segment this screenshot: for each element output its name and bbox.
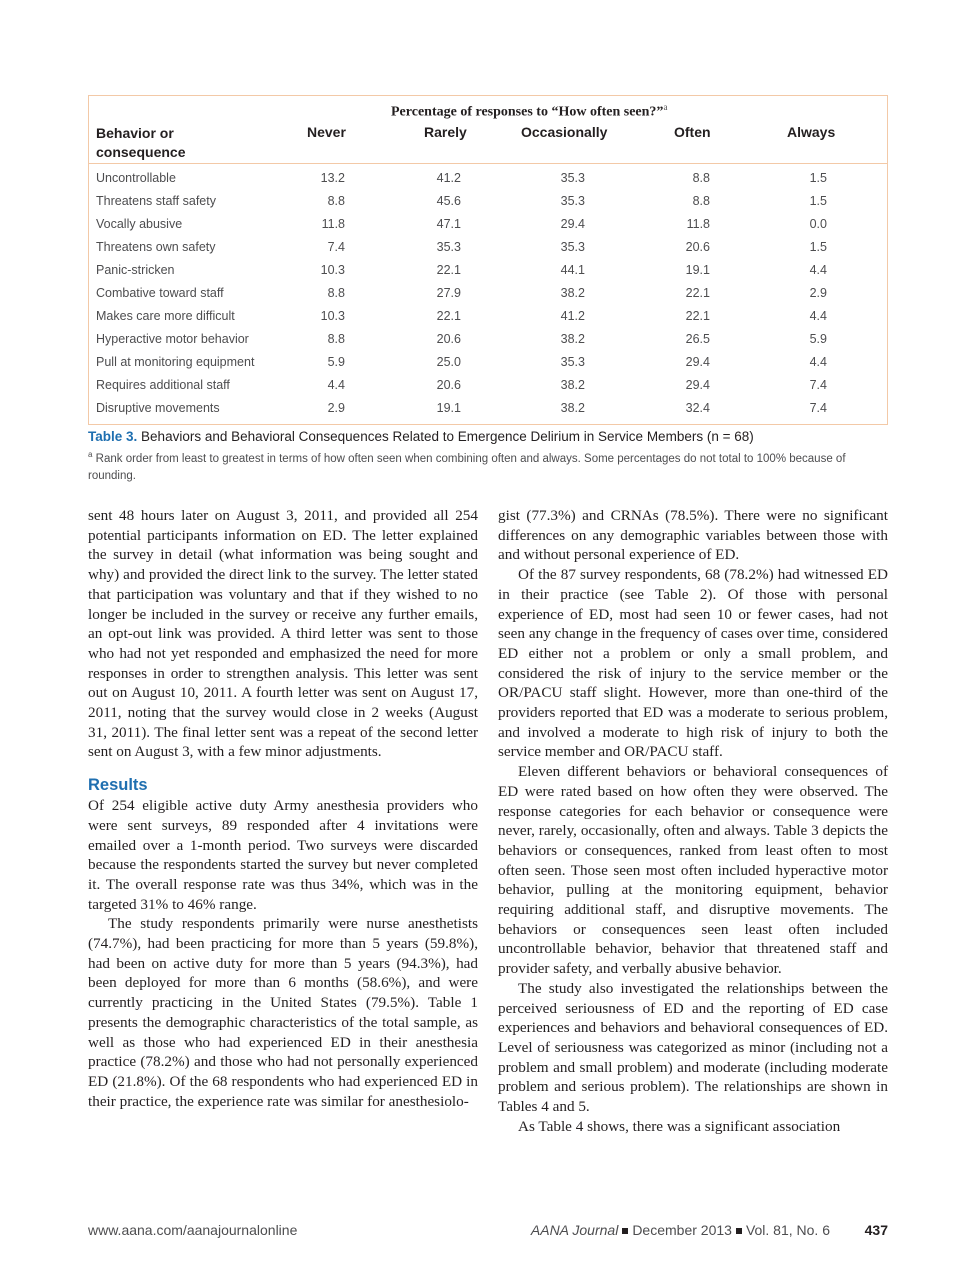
row-value: 8.8: [327, 332, 345, 346]
row-value: 22.1: [436, 309, 461, 323]
footer-journal-name: AANA Journal: [530, 1222, 619, 1238]
row-value: 10.3: [320, 309, 345, 323]
row-value: 35.3: [560, 240, 585, 254]
table-row: [89, 189, 887, 212]
row-value: 1.5: [809, 171, 827, 185]
row-label: Requires additional staff: [96, 378, 230, 392]
right-paragraph-5: As Table 4 shows, there was a significant association: [518, 1117, 841, 1135]
row-value: 47.1: [436, 217, 461, 231]
table-row: [89, 281, 887, 304]
col-header-rarely: Rarely: [424, 124, 467, 140]
row-value: 0.0: [809, 217, 827, 231]
table-caption-text: Behaviors and Behavioral Consequences Related to Emergence Delirium in Service Members (n = 68): [141, 429, 754, 444]
row-label: Vocally abusive: [96, 217, 183, 231]
row-value: 25.0: [436, 355, 461, 369]
row-value: 7.4: [327, 240, 345, 254]
row-value: 29.4: [685, 378, 710, 392]
separator-square-icon: [622, 1228, 628, 1234]
table-caption: [88, 429, 888, 444]
right-paragraph-2: Of the 87 survey respondents, 68 (78.2%) had witnessed ED in their practice (see Table 2). Of those with personal experience of ED, most had seen 10 or fewer cases, had not seen any change in the frequency of cases over time, considered ED either not a problem or only a small problem, and considered the risk of injury to the service member or the OR/PACU staff slight. However, more than one-third of the providers reported that ED was a moderate to serious problem, and involved a moderate to high risk of injury to both the service member and OR/PACU staff.: [498, 566, 888, 761]
left-paragraph-2: Of 254 eligible active duty Army anesthesia providers who were sent surveys, 89 responded after 4 invitations were emailed over a 1-month period. Two surveys were discarded because the respondents started the survey but never completed it. The overall response rate was thus 34%, which was in the targeted 31% to 46% range.: [88, 797, 478, 913]
row-label: Threatens staff safety: [96, 194, 216, 208]
right-paragraph-1: gist (77.3%) and CRNAs (78.5%). There were no significant differences on any demographic variables between those with and without personal experience of ED.: [498, 507, 888, 564]
footer-volume: Vol. 81, No. 6: [745, 1222, 830, 1238]
row-label: Disruptive movements: [96, 401, 220, 415]
row-label: Makes care more difficult: [96, 309, 235, 323]
row-value: 41.2: [436, 171, 461, 185]
row-value: 5.9: [327, 355, 345, 369]
row-value: 38.2: [560, 332, 585, 346]
row-value: 38.2: [560, 401, 585, 415]
left-column: [88, 506, 478, 1111]
row-value: 13.2: [320, 171, 345, 185]
row-value: 2.9: [809, 286, 827, 300]
row-value: 44.1: [560, 263, 585, 277]
table-row: [89, 166, 887, 189]
separator-square-icon: [736, 1228, 742, 1234]
row-value: 26.5: [685, 332, 710, 346]
row-value: 35.3: [560, 355, 585, 369]
table-row: [89, 304, 887, 327]
table-row: [89, 327, 887, 350]
row-value: 7.4: [809, 378, 827, 392]
row-value: 38.2: [560, 286, 585, 300]
row-value: 22.1: [685, 309, 710, 323]
row-value: 8.8: [692, 194, 710, 208]
group-header-sup: a: [663, 102, 668, 112]
row-value: 4.4: [327, 378, 345, 392]
table-row: [89, 258, 887, 281]
table-body: [89, 166, 887, 419]
row-value: 27.9: [436, 286, 461, 300]
results-heading: Results: [88, 776, 148, 795]
col-header-behavior: Behavior or consequence: [96, 125, 186, 160]
table-caption-label: Table 3.: [88, 429, 138, 444]
footer-url[interactable]: www.aana.com/aanajournalonline: [88, 1222, 298, 1238]
right-paragraph-3: Eleven different behaviors or behavioral consequences of ED were rated based on how often they were observed. The response categories for each behavior or consequence were never, rarely, occasionally, often and always. Table 3 depicts the behaviors or consequences, ranked from least often to most often seen. Those seen most often included hyperactive motor behavior, pulling at the monitoring equipment, behavior requiring additional staff, and disruptive movements. The behaviors or consequences seen least often included uncontrollable behavior, behavior that threatened staff and provider safety, and verbally abusive behavior.: [498, 763, 888, 978]
table-group-header: [89, 102, 887, 121]
table-row: [89, 235, 887, 258]
row-value: 32.4: [685, 401, 710, 415]
row-value: 7.4: [809, 401, 827, 415]
group-header-text: Percentage of responses to “How often seen?”: [391, 104, 664, 120]
row-value: 1.5: [809, 240, 827, 254]
row-value: 29.4: [560, 217, 585, 231]
row-value: 4.4: [809, 309, 827, 323]
row-value: 20.6: [436, 378, 461, 392]
row-value: 8.8: [327, 194, 345, 208]
row-label: Pull at monitoring equipment: [96, 355, 255, 369]
row-value: 35.3: [560, 171, 585, 185]
row-value: 19.1: [436, 401, 461, 415]
row-value: 8.8: [327, 286, 345, 300]
row-value: 1.5: [809, 194, 827, 208]
row-value: 35.3: [436, 240, 461, 254]
row-value: 8.8: [692, 171, 710, 185]
table-footnote: [88, 446, 888, 485]
table-row: [89, 396, 887, 419]
row-value: 4.4: [809, 263, 827, 277]
col-header-always: Always: [787, 124, 836, 140]
row-value: 19.1: [685, 263, 710, 277]
row-value: 10.3: [320, 263, 345, 277]
row-value: 11.8: [321, 217, 345, 231]
row-value: 5.9: [809, 332, 827, 346]
right-column: [498, 506, 888, 1137]
footnote-text: Rank order from least to greatest in terms of how often seen when combining often and always. Some percentages do not total to 100% because of rounding.: [88, 452, 846, 482]
footer-issue-date: December 2013: [632, 1222, 732, 1238]
row-value: 45.6: [436, 194, 461, 208]
footnote-sup: a: [88, 450, 93, 459]
row-value: 22.1: [685, 286, 710, 300]
table-row: [89, 373, 887, 396]
row-value: 22.1: [436, 263, 461, 277]
table-row: [89, 212, 887, 235]
footer-journal-info: [531, 1222, 830, 1238]
row-value: 2.9: [327, 401, 345, 415]
row-label: Combative toward staff: [96, 286, 224, 300]
table-3: [88, 95, 888, 425]
row-label: Uncontrollable: [96, 171, 176, 185]
page-number: 437: [864, 1222, 888, 1238]
row-value: 20.6: [685, 240, 710, 254]
col-header-never: Never: [307, 124, 346, 140]
row-value: 29.4: [685, 355, 710, 369]
col-header-often: Often: [674, 124, 711, 140]
table-header-row: [89, 124, 887, 164]
left-paragraph-1: sent 48 hours later on August 3, 2011, and provided all 254 potential participants information on ED. The letter explained the survey in detail (what information was being sought and why) and provided the direct link to the survey. The letter stated that participation was voluntary and that if they wished to no longer be included in the survey or receive any further emails, an opt-out link was provided. A third letter was sent to those who had not yet responded and emphasized the need for more responses in order to strengthen analysis. This letter was sent out on August 10, 2011. A fourth letter was sent on August 17, 2011, noting that the survey would close in 2 weeks (August 31, 2011). The final letter sent was a repeat of the second letter sent on August 3, with a few minor adjustments.: [88, 507, 478, 761]
row-value: 20.6: [436, 332, 461, 346]
table-row: [89, 350, 887, 373]
row-value: 4.4: [809, 355, 827, 369]
row-label: Hyperactive motor behavior: [96, 332, 249, 346]
row-value: 41.2: [560, 309, 585, 323]
right-paragraph-4: The study also investigated the relationships between the perceived seriousness of ED and the reporting of ED case experiences and behaviors and behavioral consequences of ED. Level of seriousness was categorized as minor (including not a problem and small problem) and moderate (including moderate problem and serious problem). The relationships are shown in Tables 4 and 5.: [498, 979, 888, 1116]
row-value: 11.8: [686, 217, 710, 231]
row-value: 38.2: [560, 378, 585, 392]
col-header-occasionally: Occasionally: [521, 124, 608, 140]
left-paragraph-3: The study respondents primarily were nurse anesthetists (74.7%), had been practicing for more than 5 years (59.8%), had been on active duty for more than 5 years (94.3%), had been deployed for more than 6 months (58.6%), and were currently practicing in the United States (79.5%). Table 1 presents the demographic characteristics of the total sample, as well as those who had experienced ED in their anesthesia practice (78.2%) and those who had not personally experienced ED (21.8%). Of the 68 respondents who had experienced ED in their practice, the experience rate was similar for anesthesiolo-: [88, 915, 478, 1110]
row-label: Threatens own safety: [96, 240, 216, 254]
row-label: Panic-stricken: [96, 263, 175, 277]
row-value: 35.3: [560, 194, 585, 208]
